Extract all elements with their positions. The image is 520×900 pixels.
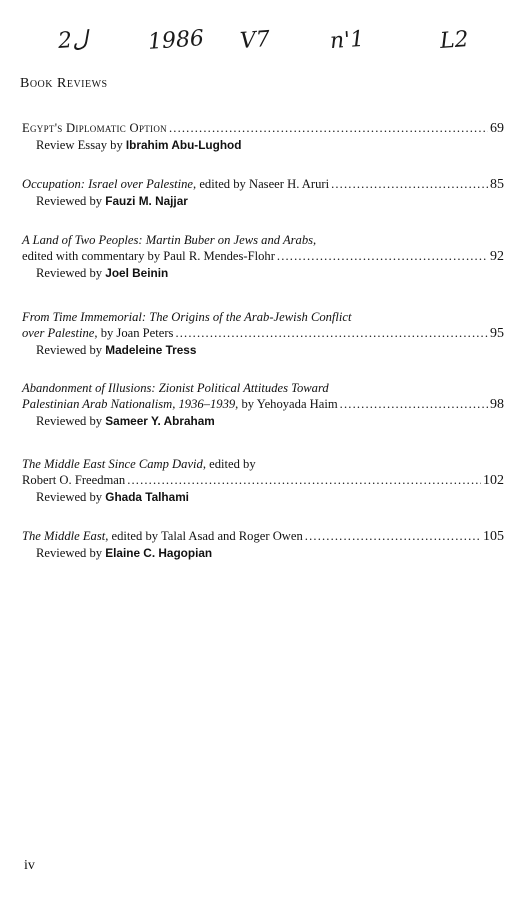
handwritten-mark: n'1 (329, 26, 366, 55)
entry-title-credit: Robert O. Freedman (22, 473, 126, 487)
entry-title-cont: Palestinian Arab Nationalism, 1936–1939 (22, 397, 236, 411)
entry-title: Abandonment of Illusions: Zionist Political Attitudes Toward (22, 381, 329, 395)
leader-dots (175, 325, 488, 341)
leader-dots (127, 472, 481, 488)
entry-title: The Middle East (22, 529, 106, 543)
reviewer-line (22, 342, 504, 358)
handwritten-mark: V7 (239, 26, 271, 55)
leader-dots (277, 248, 488, 264)
entry-title-cont: over Palestine (22, 326, 95, 340)
review-entry (22, 309, 504, 358)
review-entry (22, 232, 504, 281)
review-entry (22, 380, 504, 429)
reviewer-name: Ibrahim Abu-Lughod (125, 138, 242, 152)
handwritten-annotation (0, 22, 520, 62)
entry-title-line (22, 176, 504, 193)
entry-title-line (22, 472, 504, 489)
leader-dots (331, 176, 488, 192)
page-number: 102 (483, 473, 504, 488)
entry-title-credit: , edited by Talal Asad and Roger Owen (105, 529, 303, 543)
entry-title-line (22, 120, 504, 137)
reviewer-line (22, 545, 504, 561)
entry-title-line (22, 248, 504, 265)
folio-page-number: iv (24, 858, 35, 873)
entry-title-first-line (22, 456, 504, 472)
reviewer-prefix: Reviewed by (36, 343, 103, 357)
leader-dots (305, 528, 481, 544)
entry-title-credit: , by Yehoyada Haim (235, 397, 338, 411)
reviewer-prefix: Reviewed by (36, 490, 103, 504)
entry-title-line (22, 325, 504, 342)
page-number: 92 (490, 249, 504, 264)
reviewer-prefix: Review Essay by (36, 138, 123, 152)
reviewer-name: Ghada Talhami (105, 490, 189, 504)
entry-title: From Time Immemorial: The Origins of the Arab-Jewish Conflict (22, 310, 352, 324)
reviewer-name: Elaine C. Hagopian (105, 546, 213, 560)
entry-title-line (22, 528, 504, 545)
entry-title: Occupation: Israel over Palestine (22, 177, 194, 191)
reviewer-line (22, 489, 504, 505)
entry-title-credit: , edited by Naseer H. Aruri (193, 177, 330, 191)
entry-title-credit: edited with commentary by Paul R. Mendes-Flohr (22, 249, 275, 263)
handwritten-mark: 1986 (147, 26, 205, 55)
entry-title: A Land of Two Peoples: Martin Buber on Jews and Arabs, (22, 233, 317, 247)
entry-title-credit: , edited by (202, 457, 256, 471)
reviewer-prefix: Reviewed by (36, 414, 103, 428)
reviewer-line (22, 265, 504, 281)
review-entry (22, 176, 504, 209)
handwritten-mark: 2ل (57, 26, 89, 55)
reviewer-name: Sameer Y. Abraham (105, 414, 215, 428)
entry-title: The Middle East Since Camp David (22, 457, 203, 471)
reviewer-line (22, 137, 504, 153)
reviewer-name: Madeleine Tress (105, 343, 197, 357)
entry-title-credit: , by Joan Peters (94, 326, 174, 340)
reviewer-prefix: Reviewed by (36, 546, 103, 560)
page-number: 105 (483, 529, 504, 544)
section-heading: Book Reviews (20, 76, 108, 91)
review-entry (22, 528, 504, 561)
reviewer-prefix: Reviewed by (36, 266, 103, 280)
review-entry (22, 120, 504, 153)
reviewer-name: Joel Beinin (105, 266, 169, 280)
page-number: 85 (490, 177, 504, 192)
leader-dots (169, 120, 488, 136)
reviewer-name: Fauzi M. Najjar (105, 194, 188, 208)
reviewer-line (22, 413, 504, 429)
reviewer-prefix: Reviewed by (36, 194, 103, 208)
reviewer-line (22, 193, 504, 209)
page-number: 95 (490, 326, 504, 341)
page-number: 69 (490, 121, 504, 136)
page-number: 98 (490, 397, 504, 412)
handwritten-mark: L2 (439, 27, 470, 54)
review-entry (22, 456, 504, 505)
leader-dots (340, 396, 488, 412)
entry-title: Egypt's Diplomatic Option (22, 121, 167, 135)
entry-title-line (22, 396, 504, 413)
